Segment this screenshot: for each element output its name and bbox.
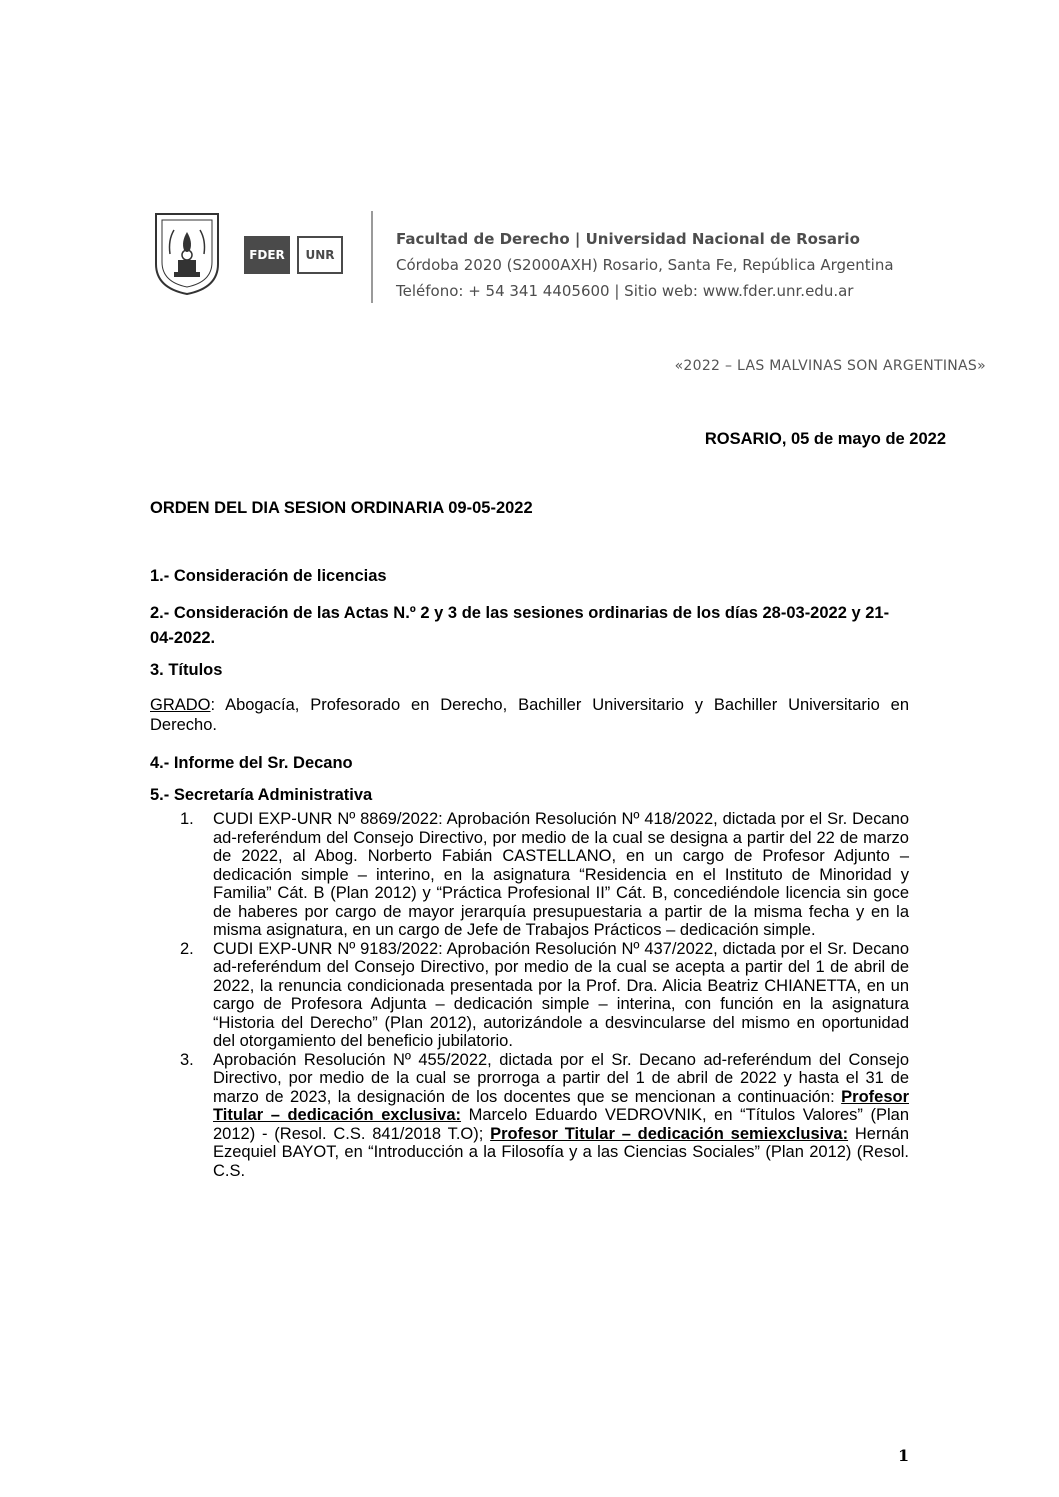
document-date: ROSARIO, 05 de mayo de 2022 — [704, 430, 946, 448]
list-item-text: Hernán Ezequiel BAYOT, en “Introducción a la Filosofía y a las Ciencias Sociales” (Plan 2012) (Resol. C.S. — [213, 1124, 909, 1180]
agenda-point-3: 3. Títulos — [150, 661, 223, 679]
agenda-point-2: 2.- Consideración de las Actas N.º 2 y 3 de las sesiones ordinarias de los días 28-03-2022 y 21-04-2022. — [150, 604, 890, 647]
document-title: ORDEN DEL DIA SESION ORDINARIA 09-05-2022 — [150, 499, 533, 517]
letterhead — [396, 226, 894, 304]
letterhead-contact: Teléfono: + 54 341 4405600 | Sitio web: www.fder.unr.edu.ar — [396, 282, 854, 300]
agenda-point-1: 1.- Consideración de licencias — [150, 567, 387, 585]
university-seal-logo — [150, 210, 224, 296]
list-item — [150, 810, 909, 940]
header-divider — [371, 211, 373, 303]
list-item-number: 2. — [180, 939, 194, 958]
list-item-emphasis: Profesor Titular – dedicación semiexclusiva: — [490, 1124, 849, 1143]
motto: «2022 – LAS MALVINAS SON ARGENTINAS» — [674, 358, 986, 374]
list-item-number: 3. — [180, 1050, 194, 1069]
unr-logo: UNR — [297, 236, 343, 274]
agenda-point-4: 4.- Informe del Sr. Decano — [150, 754, 353, 772]
list-item — [150, 1051, 909, 1181]
list-item-text: CUDI EXP-UNR Nº 8869/2022: Aprobación Resolución Nº 418/2022, dictada por el Sr. Decano ad-referéndum del Consejo Directivo, por medio de la cual se designa a partir del 22 de marzo de 2022, al Abog. Norberto Fabián CASTELLANO, en un cargo de Profesor Adjunto – dedicación simple – interino, en la asignatura “Residencia en el Instituto de Minoridad y Familia” Cát. B (Plan 2012) y “Práctica Profesional II” Cát. B, concediéndole licencia sin goce de haberes por cargo de mayor jerarquía presupuestaria a partir de la misma fecha y en la misma asignatura, en un cargo de Jefe de Trabajos Prácticos – dedicación simple. — [213, 810, 909, 939]
letterhead-address: Córdoba 2020 (S2000AXH) Rosario, Santa Fe, República Argentina — [396, 256, 894, 274]
list-item-number: 1. — [180, 810, 194, 828]
letterhead-institution: Facultad de Derecho | Universidad Nacional de Rosario — [396, 230, 860, 248]
list-item-text: CUDI EXP-UNR Nº 9183/2022: Aprobación Resolución Nº 437/2022, dictada por el Sr. Decano ad-referéndum del Consejo Directivo, por medio de la cual se acepta a partir del 1 de abril de 2022, la renuncia condicionada presentada por la Prof. Dra. Alicia Beatriz CHIANETTA, en un cargo de Profesora Adjunta – dedicación simple – interina, con función en la asignatura “Historia del Derecho” (Plan 2012), autorizándole a desvincularse del mismo en oportunidad del otorgamiento del beneficio jubilatorio. — [213, 939, 909, 1050]
fder-logo: FDER — [244, 236, 290, 274]
list-item — [150, 940, 909, 1051]
list-item-text: Aprobación Resolución Nº 455/2022, dictada por el Sr. Decano ad-referéndum del Consejo Directivo, por medio de la cual se prorroga a partir del 1 de abril de 2022 y hasta el 31 de marzo de 2023, la designación de los docentes que se mencionan a continuación: — [213, 1050, 909, 1106]
grado-text: : Abogacía, Profesorado en Derecho, Bachiller Universitario y Bachiller Universitario en Derecho. — [150, 696, 909, 734]
administrative-items-list — [150, 810, 909, 1180]
grado-paragraph — [150, 695, 909, 735]
list-item-text: Marcelo Eduardo VEDROVNIK, en “Títulos Valores” (Plan 2012) - (Resol. C.S. 841/2018 T.O); — [213, 1106, 910, 1143]
page-number: 1 — [898, 1446, 910, 1465]
grado-label: GRADO — [150, 696, 211, 714]
list-item-emphasis: Profesor Titular – dedicación exclusiva: — [213, 1087, 909, 1124]
agenda-point-5: 5.- Secretaría Administrativa — [150, 786, 373, 804]
agenda-body — [150, 564, 909, 1180]
